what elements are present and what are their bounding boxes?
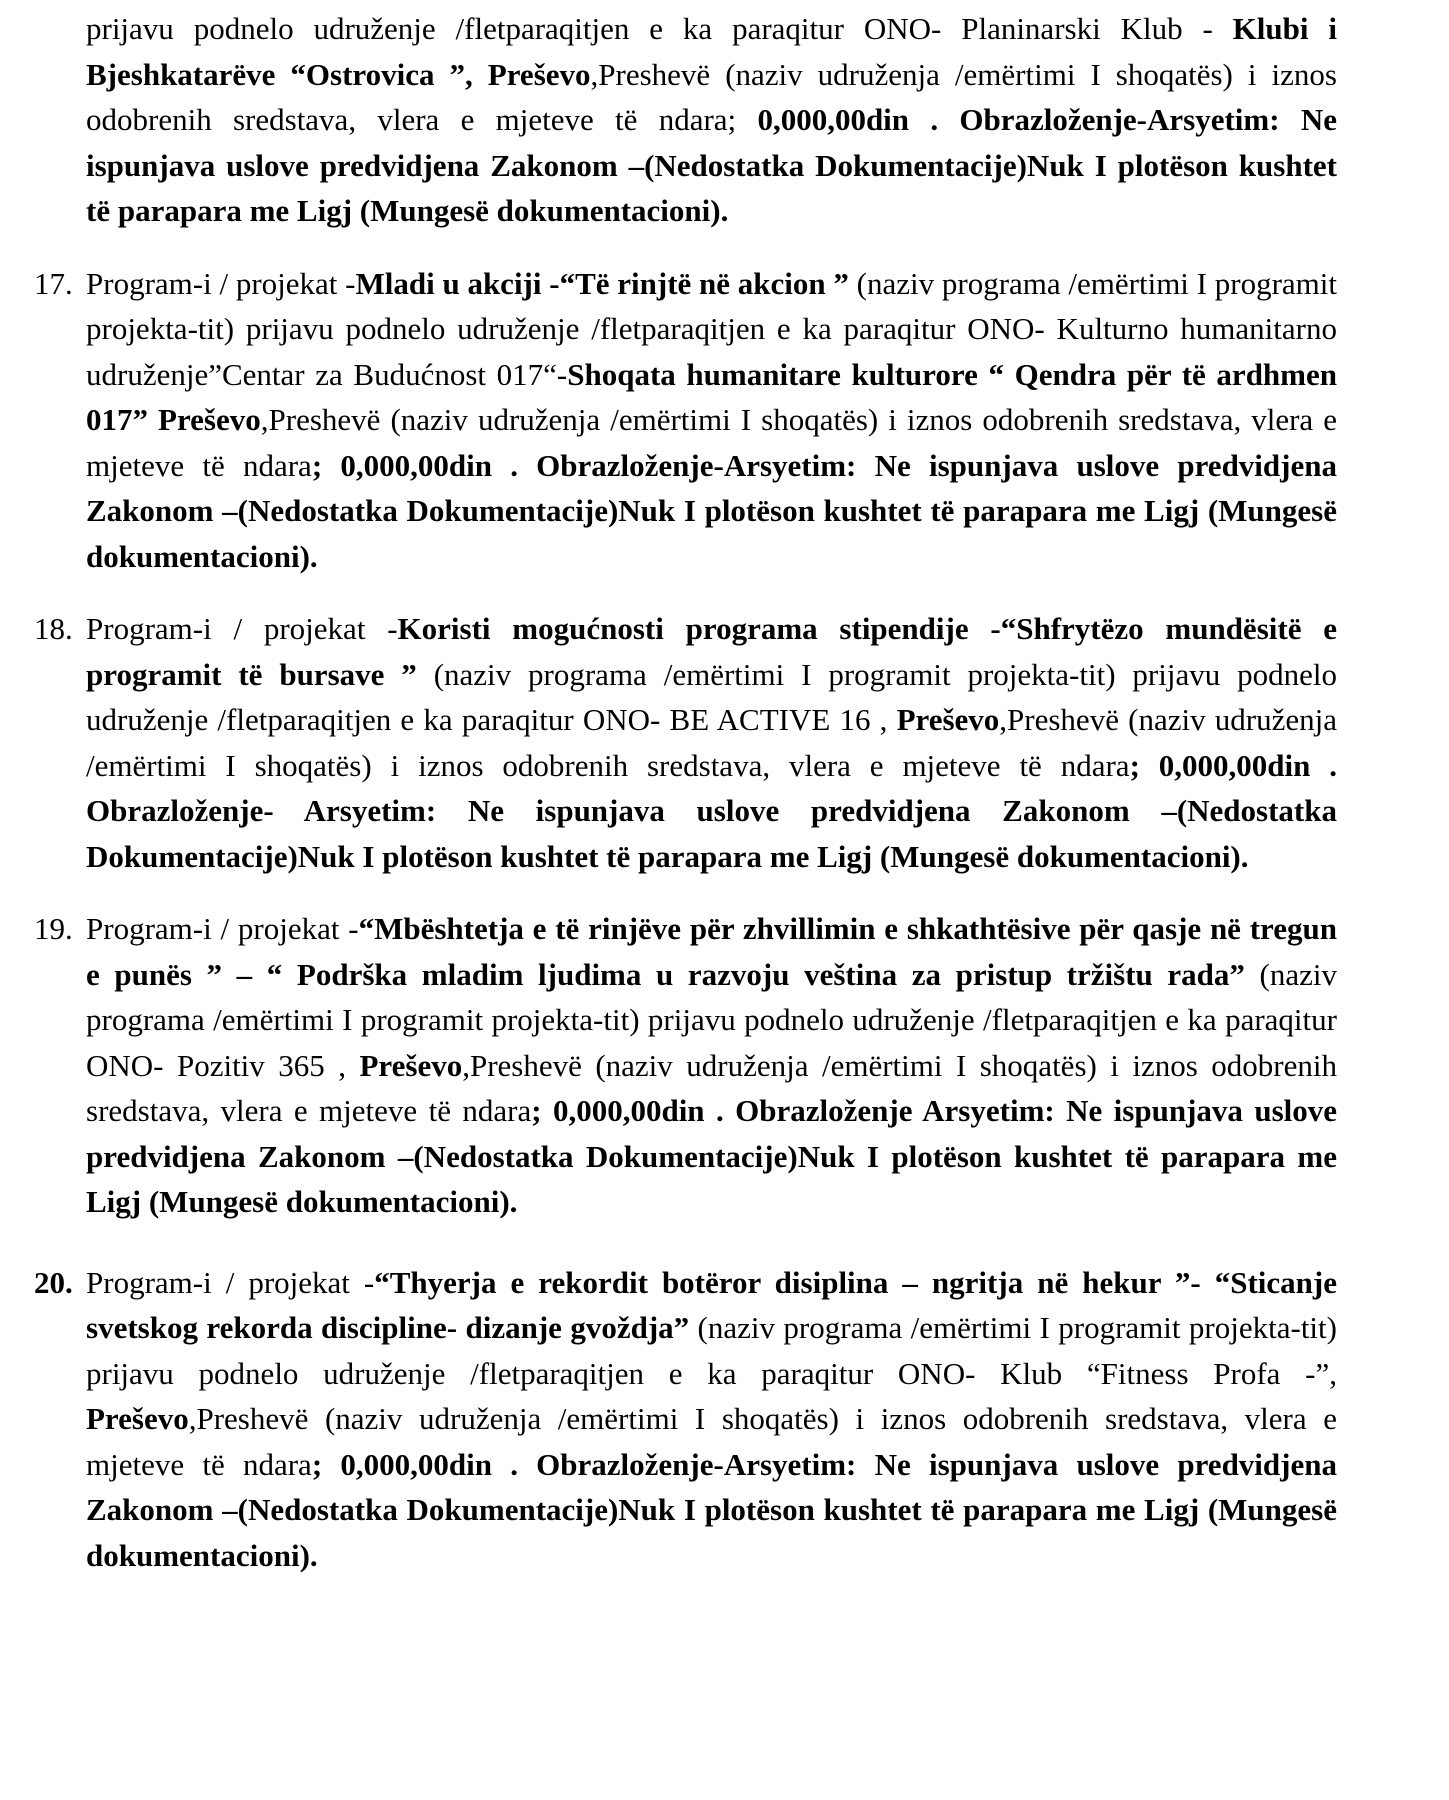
organization-name: Shoqata humanitare kulturore “ Qendra për të ardhmen 017” Preševo [86, 356, 1337, 437]
item-text: (naziv programa /emërtimi I programit projekta-tit) prijavu podnelo udruženje /fletparaqitjen e ka paraqitur ONO- Kulturno humanitarno udruženje”Centar za Budućnost 017“- [86, 265, 1337, 392]
decision-reason: ; 0,000,00din . Obrazloženje- Arsyetim: Ne ispunjava uslove predvidjena Zakonom –(Nedostatka Dokumentacije)Nuk I plotëson kushtet të parapara me Ligj (Mungesë dokumentacioni). [86, 747, 1338, 874]
item-text: ,Preshevë (naziv udruženja /emërtimi I shoqatës) i iznos odobrenih sredstava, vlera e mjeteve të ndara [86, 402, 1337, 483]
program-name: Koristi mogućnosti programa stipendije -“Shfrytëzo mundësitë e programit të bursave ” [86, 611, 1337, 692]
organization-city: Preševo [359, 1047, 463, 1083]
item-text: Program-i / projekat - [86, 911, 359, 946]
decision-reason: ; 0,000,00din . Obrazloženje-Arsyetim: Ne ispunjava uslove predvidjena Zakonom –(Nedostatka Dokumentacije)Nuk I plotëson kushtet të parapara me Ligj (Mungesë dokumentacioni). [86, 1446, 1337, 1573]
list-item-18 [34, 606, 1338, 879]
organization-name: Klubi i Bjeshkatarëve “Ostrovica ”, Preševo [86, 11, 1337, 92]
organization-city: Preševo [86, 1401, 189, 1436]
continuation-paragraph [86, 6, 1337, 234]
continuation-text: ,Preshevë (naziv udruženja /emërtimi I shoqatës) i iznos odobrenih sredstava, vlera e mjeteve të ndara; [86, 56, 1337, 137]
item-number: 19. [34, 911, 73, 946]
decision-reason: 0,000,00din . Obrazloženje-Arsyetim: Ne ispunjava uslove predvidjena Zakonom –(Nedostatka Dokumentacije)Nuk I plotëson kushtet të parapara me Ligj (Mungesë dokumentacioni). [86, 102, 1337, 228]
item-paragraph [86, 606, 1337, 879]
item-text: ,Preshevë (naziv udruženja /emërtimi I shoqatës) i iznos odobrenih sredstava, vlera e mjeteve të ndara [86, 702, 1337, 783]
item-text: (naziv programa /emërtimi I programit projekta-tit) prijavu podnelo udruženje /fletparaqitjen e ka paraqitur ONO- BE ACTIVE 16 , [86, 656, 1337, 737]
item-text: Program-i / projekat - [86, 1264, 375, 1300]
item-number: 18. [34, 611, 73, 646]
organization-city: Preševo [896, 702, 1000, 737]
list-item-20 [34, 1260, 1338, 1579]
decision-reason: ; 0,000,00din . Obrazloženje-Arsyetim: Ne ispunjava uslove predvidjena Zakonom –(Nedostatka Dokumentacije)Nuk I plotëson kushtet të parapara me Ligj (Mungesë dokumentacioni). [86, 447, 1337, 574]
item-text: Program-i / projekat - [86, 611, 398, 646]
spacer [86, 234, 1337, 261]
item-paragraph [86, 1260, 1337, 1579]
spacer [86, 879, 1337, 906]
item-paragraph [86, 906, 1337, 1225]
spacer [86, 579, 1337, 606]
program-name: Mladi u akciji -“Të rinjtë në akcion ” [355, 265, 849, 301]
item-text: ,Preshevë (naziv udruženja /emërtimi I shoqatës) i iznos odobrenih sredstava, vlera e mjeteve të ndara [86, 1047, 1337, 1128]
item-number: 20. [34, 1264, 73, 1300]
continuation-text: prijavu podnelo udruženje /fletparaqitjen e ka paraqitur ONO- Planinarski Klub - [86, 11, 1233, 46]
decision-reason: ; 0,000,00din . Obrazloženje Arsyetim: Ne ispunjava uslove predvidjena Zakonom –(Nedostatka Dokumentacije)Nuk I plotëson kushtet të parapara me Ligj (Mungesë dokumentacioni). [86, 1093, 1337, 1219]
item-text: (naziv programa /emërtimi I programit projekta-tit) prijavu podnelo udruženje /fletparaqitjen e ka paraqitur ONO- Klub “Fitness Profa -”, [86, 1310, 1337, 1391]
list-item-19 [34, 906, 1338, 1225]
program-name: “Thyerja e rekordit botëror disiplina – ngritja në hekur ”- “Sticanje svetskog rekorda discipline- dizanje gvoždja” [86, 1264, 1338, 1345]
item-number: 17. [34, 265, 73, 301]
list-item-17 [34, 261, 1337, 580]
item-text: ,Preshevë (naziv udruženja /emërtimi I shoqatës) i iznos odobrenih sredstava, vlera e mjeteve të ndara [86, 1401, 1337, 1482]
item-paragraph [86, 261, 1337, 580]
item-text: (naziv programa /emërtimi I programit projekta-tit) prijavu podnelo udruženje /fletparaqitjen e ka paraqitur ONO- Pozitiv 365 , [86, 956, 1337, 1083]
program-name: “Mbështetja e të rinjëve për zhvillimin e shkathtësive për qasje në tregun e punës ” – “ Podrška mladim ljudima u razvoju veština za pristup tržištu rada” [86, 911, 1338, 992]
item-text: Program-i / projekat - [86, 265, 356, 301]
spacer [86, 1225, 1337, 1260]
